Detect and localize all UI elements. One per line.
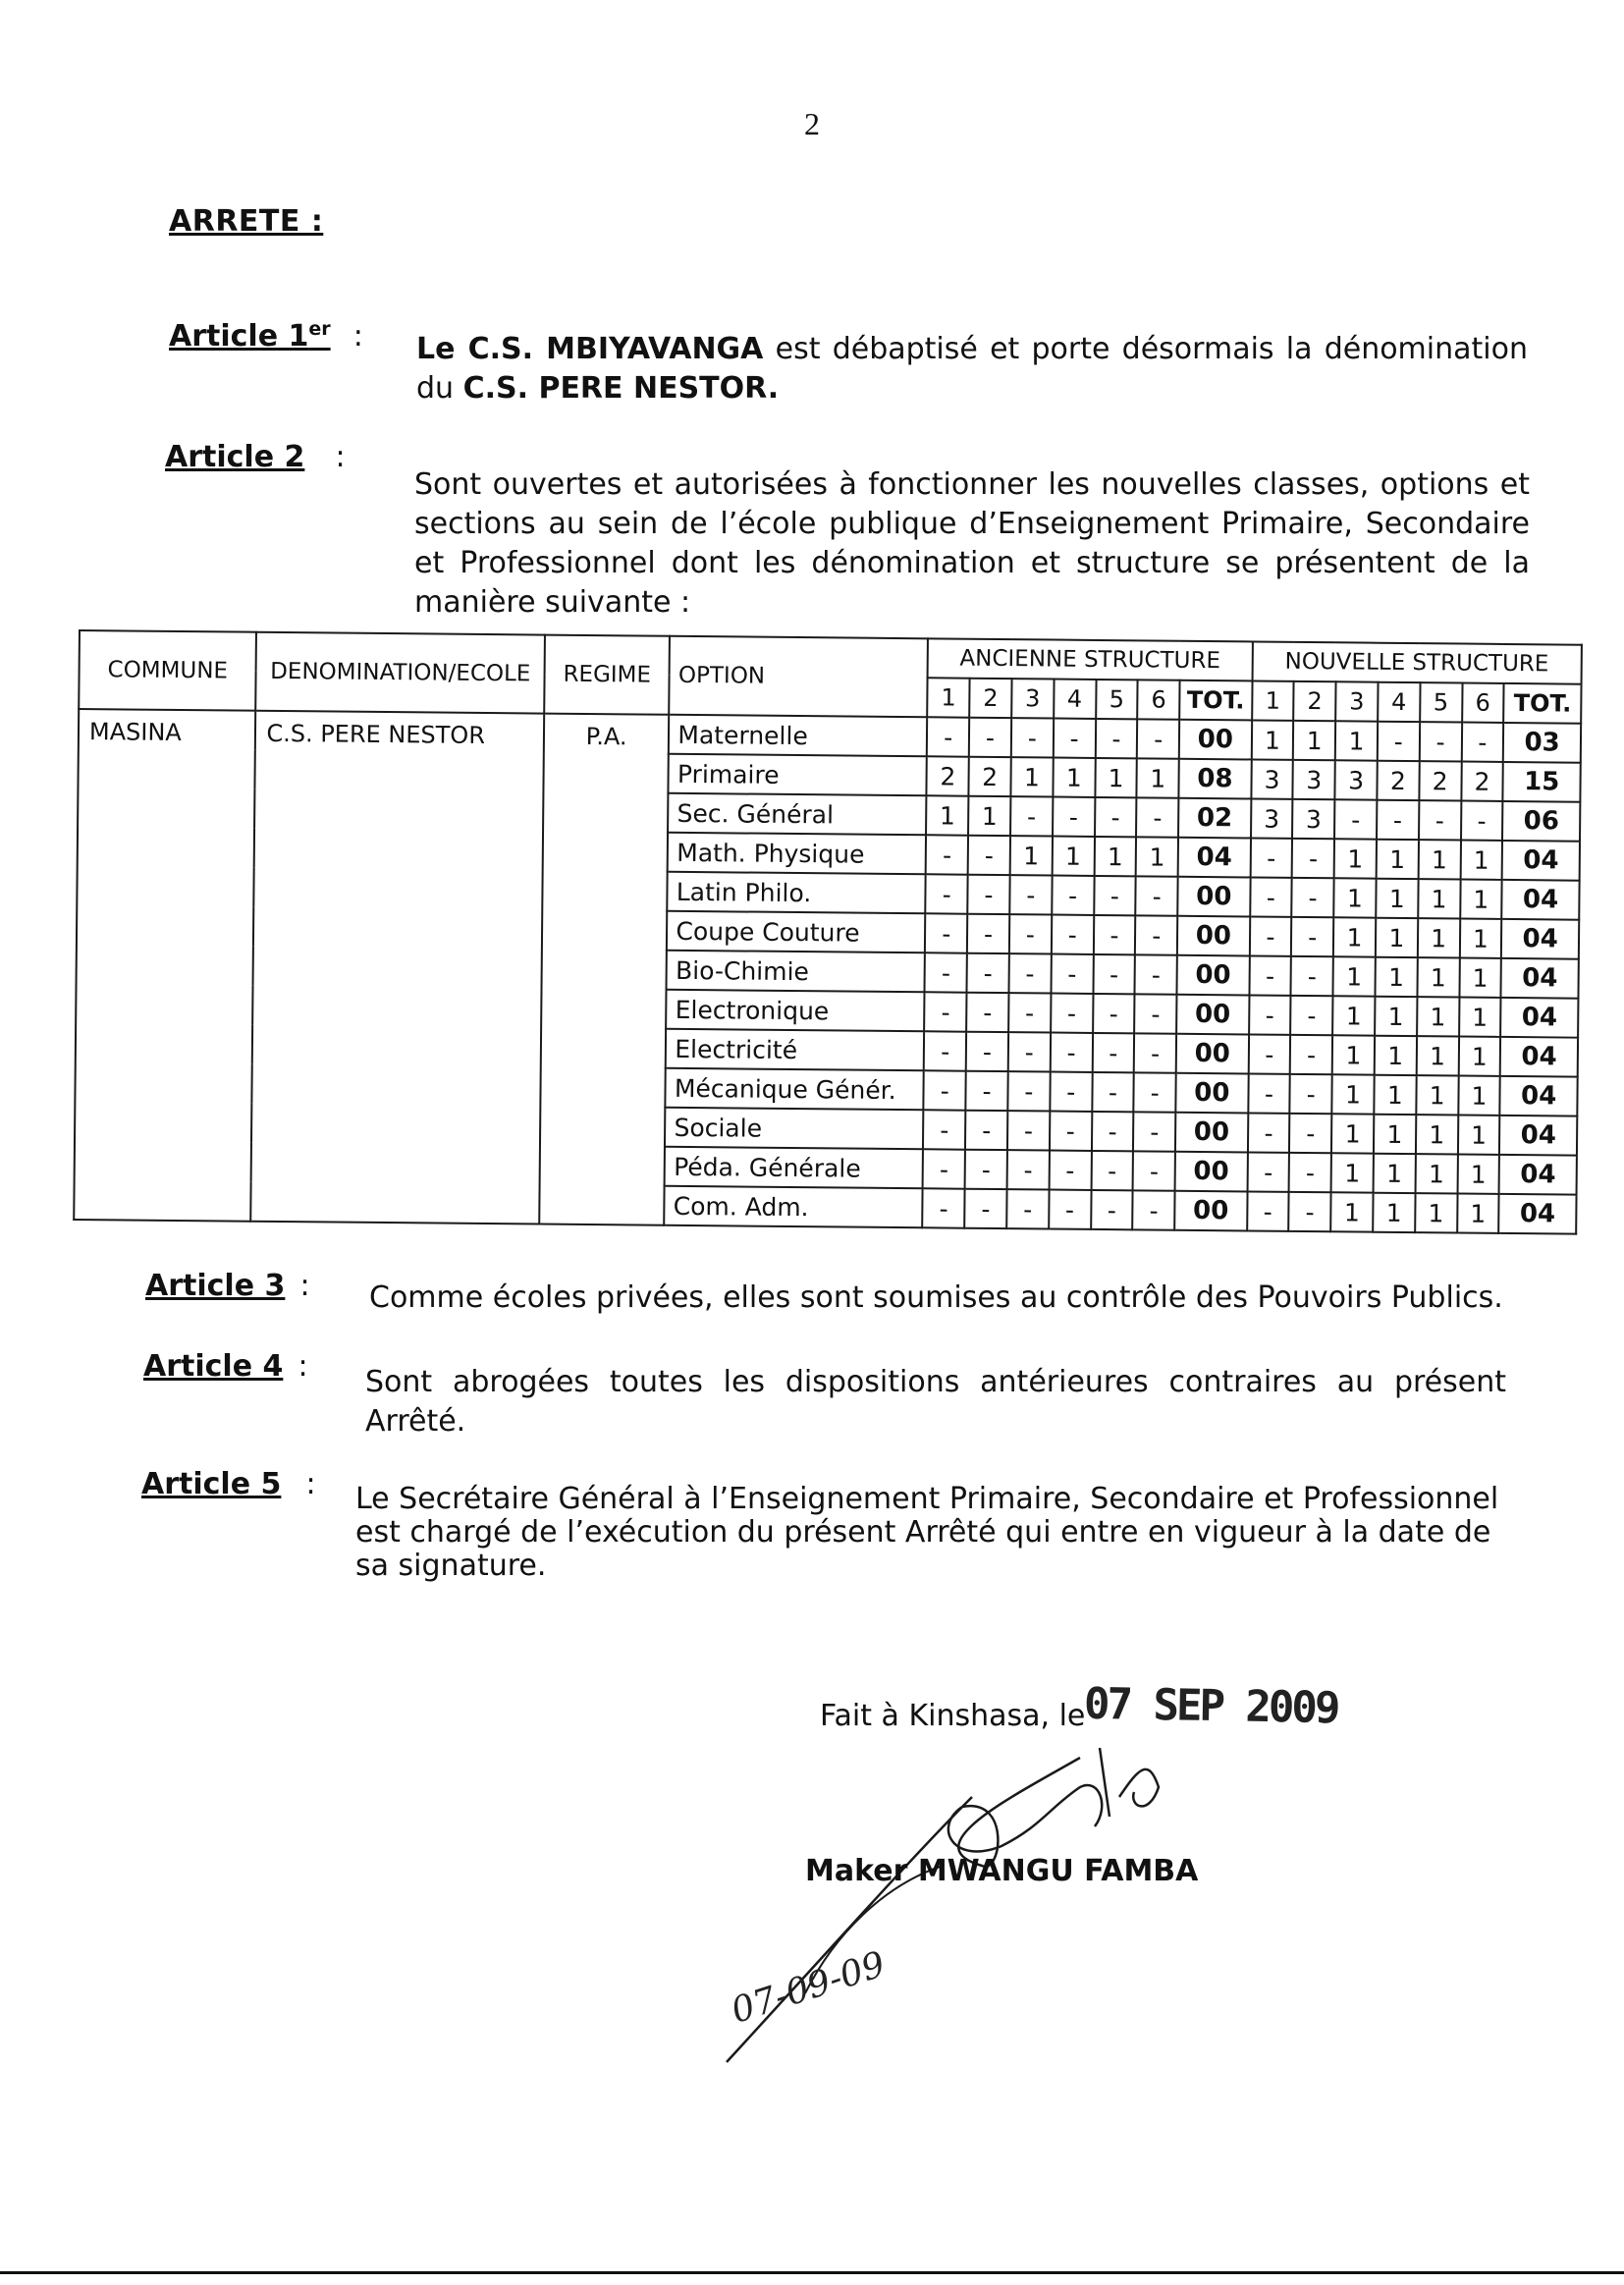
nouvelle-cell: 2 — [1377, 761, 1419, 800]
ancienne-cell: - — [1134, 994, 1176, 1033]
nouvelle-total-cell: 04 — [1500, 1037, 1578, 1077]
nouvelle-cell: 1 — [1374, 1115, 1416, 1154]
ancienne-cell: - — [1054, 719, 1096, 758]
nouvelle-cell: 1 — [1418, 918, 1460, 957]
nouvelle-cell: 1 — [1377, 840, 1419, 879]
ancienne-cell: - — [1136, 876, 1178, 915]
nouvelle-cell: 2 — [1461, 762, 1503, 801]
nouvelle-cell: 1 — [1335, 721, 1378, 760]
article-1-text: Le C.S. MBIYAVANGA est débaptisé et porte désormais la dénomination du C.S. PERE NESTOR. — [416, 332, 1528, 406]
nouvelle-cell: - — [1419, 722, 1461, 761]
ancienne-cell: 1 — [1010, 836, 1053, 875]
ancienne-cell: - — [925, 952, 967, 992]
ancienne-cell: - — [1091, 1190, 1133, 1229]
ancienne-cell: 1 — [1137, 758, 1179, 797]
nouvelle-cell: 1 — [1459, 958, 1501, 998]
header-commune: COMMUNE — [79, 630, 256, 711]
article-3-text: Comme écoles privées, elles sont soumises au contrôle des Pouvoirs Publics. — [369, 1280, 1503, 1315]
nouvelle-cell: - — [1247, 1152, 1289, 1191]
ancienne-cell: - — [1133, 1151, 1175, 1190]
ancienne-cell: - — [965, 1111, 1007, 1150]
nouvelle-cell: 1 — [1334, 839, 1377, 878]
ancienne-total-cell: 00 — [1177, 955, 1250, 996]
ancienne-cell: - — [1050, 1033, 1092, 1072]
nouvelle-total-cell: 04 — [1499, 1155, 1577, 1195]
ancienne-cell: - — [1008, 1032, 1051, 1071]
nouvelle-cell: 1 — [1459, 919, 1501, 958]
ancienne-cell: - — [1050, 1112, 1092, 1151]
ancienne-cell: 1 — [1010, 757, 1053, 796]
article-1-colon: : — [352, 319, 363, 354]
nouvelle-cell: 1 — [1416, 1036, 1458, 1075]
ancienne-cell: - — [924, 992, 966, 1031]
ancienne-cell: 1 — [1136, 837, 1178, 876]
article-2-text: Sont ouvertes et autorisées à fonctionner les nouvelles classes, options et sections au sein de l’école publique d’Enseignement Primaire, Secondaire et Professionnel dont les dénomination et structure se présentent de la manière suivante : — [414, 467, 1530, 620]
ancienne-cell: 1 — [1052, 837, 1094, 876]
nouvelle-cell: - — [1249, 955, 1291, 995]
nouvelle-cell: - — [1249, 995, 1291, 1034]
footer-rule — [0, 2271, 1624, 2274]
commune-cell: MASINA — [74, 709, 255, 1222]
option-cell: Péda. Générale — [665, 1147, 923, 1189]
article-5-colon: : — [305, 1467, 316, 1501]
page-number: 2 — [804, 106, 820, 141]
ancienne-cell: - — [1135, 915, 1177, 954]
nouvelle-cell: 1 — [1375, 957, 1417, 997]
nouvelle-total-cell: 03 — [1503, 723, 1581, 763]
ancienne-cell: - — [1093, 915, 1135, 954]
nouvelle-cell: 1 — [1331, 1114, 1374, 1153]
date-stamp: 07 SEP 2009 — [1083, 1678, 1338, 1734]
ancienne-cell: - — [1095, 797, 1137, 837]
nouvelle-cell: - — [1292, 839, 1334, 878]
nouvelle-total-cell: 04 — [1501, 958, 1579, 999]
ancienne-cell: - — [1093, 994, 1135, 1033]
article-5-label: Article 5 — [141, 1467, 282, 1501]
ancienne-cell: - — [927, 717, 969, 756]
ancienne-cell: - — [1051, 954, 1093, 994]
nouvelle-cell: - — [1250, 877, 1292, 916]
nouvelle-cell: 1 — [1375, 997, 1417, 1036]
nouvelle-cell: 3 — [1251, 798, 1293, 838]
nouvelle-cell: 1 — [1415, 1193, 1457, 1232]
option-cell: Sociale — [665, 1108, 923, 1150]
nouvelle-cell: 1 — [1417, 957, 1459, 997]
nouvelle-cell: 3 — [1292, 799, 1334, 839]
nouvelle-cell: 3 — [1293, 760, 1335, 799]
nouvelle-cell: 1 — [1376, 879, 1418, 918]
ancienne-total-cell: 04 — [1178, 838, 1251, 878]
nouvelle-total-cell: 04 — [1502, 880, 1580, 920]
ancienne-cell: - — [1095, 719, 1137, 758]
nouvelle-cell: - — [1249, 916, 1291, 955]
denomination-cell: C.S. PERE NESTOR — [251, 711, 545, 1224]
header-nouvelle-structure: NOUVELLE STRUCTURE — [1252, 641, 1582, 683]
nouvelle-cell: 2 — [1419, 761, 1461, 800]
ancienne-cell: - — [967, 875, 1009, 914]
ancienne-col-6: 6 — [1138, 680, 1180, 719]
nouvelle-cell: - — [1290, 996, 1332, 1035]
nouvelle-cell: - — [1419, 800, 1461, 840]
ancienne-cell: - — [1007, 1071, 1050, 1111]
nouvelle-cell: 1 — [1458, 1037, 1500, 1076]
ancienne-col-1: 1 — [928, 678, 970, 717]
nouvelle-cell: 1 — [1457, 1115, 1499, 1155]
ancienne-cell: - — [967, 953, 1009, 993]
option-cell: Electricité — [666, 1029, 924, 1071]
nouvelle-cell: 3 — [1335, 760, 1378, 799]
ancienne-cell: 1 — [926, 795, 968, 835]
ancienne-cell: - — [1136, 797, 1178, 837]
ancienne-cell: - — [926, 835, 968, 874]
nouvelle-cell: 1 — [1293, 721, 1335, 760]
ancienne-cell: 1 — [1095, 758, 1137, 797]
ancienne-total-cell: 00 — [1179, 720, 1252, 760]
ancienne-cell: - — [1093, 954, 1135, 994]
article-3-label: Article 3 — [145, 1269, 286, 1303]
ancienne-cell: - — [966, 1032, 1008, 1071]
ancienne-cell: - — [1006, 1189, 1049, 1228]
ancienne-total-cell: 00 — [1176, 995, 1249, 1035]
nouvelle-cell: 1 — [1417, 997, 1459, 1036]
nouvelle-cell: 1 — [1332, 996, 1375, 1035]
article-3-colon: : — [299, 1269, 310, 1303]
ancienne-total-cell: 00 — [1177, 916, 1250, 956]
ancienne-cell: - — [1010, 796, 1053, 836]
nouvelle-cell: - — [1247, 1191, 1289, 1230]
ancienne-cell: - — [1009, 875, 1052, 914]
ancienne-cell: - — [1009, 914, 1052, 953]
ancienne-col-4: 4 — [1054, 680, 1096, 719]
nouvelle-total-cell: 04 — [1501, 919, 1579, 959]
option-cell: Primaire — [669, 754, 927, 796]
nouvelle-cell: 1 — [1331, 1074, 1374, 1114]
ancienne-cell: - — [1052, 876, 1094, 915]
nouvelle-cell: 1 — [1458, 1076, 1500, 1115]
nouvelle-col-7: TOT. — [1503, 683, 1581, 724]
option-cell: Math. Physique — [668, 833, 926, 875]
place-date-label: Fait à Kinshasa, le — [820, 1699, 1086, 1733]
ancienne-cell: 2 — [969, 757, 1011, 796]
ancienne-total-cell: 00 — [1177, 877, 1250, 917]
option-cell: Coupe Couture — [667, 911, 925, 953]
nouvelle-cell: - — [1292, 878, 1334, 917]
ancienne-cell: - — [1051, 994, 1093, 1033]
nouvelle-cell: 1 — [1331, 1153, 1374, 1192]
option-cell: Maternelle — [669, 715, 927, 757]
ancienne-cell: - — [923, 1149, 965, 1188]
nouvelle-cell: - — [1291, 956, 1333, 996]
ancienne-cell: - — [1008, 993, 1051, 1032]
ancienne-col-2: 2 — [969, 679, 1011, 718]
ancienne-total-cell: 00 — [1175, 1113, 1248, 1153]
option-cell: Mécanique Génér. — [666, 1068, 924, 1111]
option-cell: Sec. Général — [668, 793, 926, 836]
header-option: OPTION — [670, 636, 929, 718]
table-header-row — [80, 630, 1582, 684]
nouvelle-cell: - — [1461, 723, 1503, 762]
ancienne-cell: - — [1133, 1190, 1175, 1229]
nouvelle-cell: 1 — [1251, 720, 1293, 759]
article-4-text: Sont abrogées toutes les dispositions antérieures contraires au présent Arrêté. — [365, 1365, 1506, 1439]
nouvelle-cell: - — [1250, 838, 1292, 877]
ancienne-cell: - — [969, 718, 1011, 757]
ancienne-col-5: 5 — [1096, 680, 1138, 719]
nouvelle-cell: 1 — [1415, 1154, 1457, 1193]
nouvelle-cell: 1 — [1375, 1036, 1417, 1075]
ancienne-cell: - — [1135, 954, 1177, 994]
ancienne-cell: - — [1007, 1150, 1050, 1189]
ancienne-total-cell: 08 — [1179, 759, 1252, 799]
ancienne-cell: - — [1091, 1151, 1133, 1190]
ancienne-cell: 1 — [1053, 758, 1095, 797]
nouvelle-cell: - — [1290, 1074, 1332, 1114]
article-4-label: Article 4 — [143, 1349, 284, 1384]
article-5-text: Le Secrétaire Général à l’Enseignement Primaire, Secondaire et Professionnel est chargé de l’exécution du présent Arrêté qui entre en vigueur à la date de sa signature. — [355, 1482, 1499, 1583]
nouvelle-cell: 1 — [1376, 918, 1418, 957]
ancienne-cell: 1 — [1094, 837, 1136, 876]
nouvelle-cell: 1 — [1330, 1192, 1373, 1231]
ancienne-cell: - — [1008, 953, 1051, 993]
nouvelle-cell: - — [1290, 1035, 1332, 1074]
option-cell: Com. Adm. — [665, 1186, 923, 1228]
nouvelle-col-6: 6 — [1462, 683, 1504, 723]
nouvelle-cell: 1 — [1460, 841, 1502, 880]
ancienne-total-cell: 00 — [1175, 1152, 1248, 1192]
ancienne-cell: - — [965, 1071, 1007, 1111]
ancienne-cell: - — [968, 836, 1010, 875]
nouvelle-cell: 1 — [1333, 956, 1376, 996]
ancienne-cell: - — [1011, 718, 1054, 757]
nouvelle-cell: - — [1289, 1192, 1331, 1231]
nouvelle-cell: 1 — [1416, 1075, 1458, 1115]
nouvelle-cell: 1 — [1332, 1035, 1375, 1074]
ancienne-total-cell: 00 — [1176, 1034, 1249, 1074]
article-4-colon: : — [298, 1349, 308, 1384]
nouvelle-cell: 1 — [1418, 879, 1460, 918]
nouvelle-cell: 1 — [1374, 1075, 1416, 1115]
nouvelle-cell: - — [1247, 1113, 1289, 1152]
regime-cell: P.A. — [539, 714, 669, 1225]
nouvelle-total-cell: 04 — [1500, 1076, 1578, 1116]
nouvelle-cell: 3 — [1251, 759, 1293, 798]
nouvelle-cell: 1 — [1418, 840, 1460, 879]
ancienne-cell: - — [923, 1188, 965, 1227]
ancienne-cell: - — [1091, 1112, 1133, 1151]
ancienne-cell: - — [1052, 915, 1094, 954]
article-2-colon: : — [335, 440, 346, 474]
nouvelle-total-cell: 15 — [1503, 762, 1581, 802]
nouvelle-cell: - — [1248, 1073, 1290, 1113]
nouvelle-cell: - — [1334, 799, 1377, 839]
option-cell: Latin Philo. — [668, 872, 926, 914]
nouvelle-cell: - — [1291, 917, 1333, 956]
nouvelle-cell: 1 — [1416, 1115, 1458, 1154]
nouvelle-cell: - — [1378, 722, 1420, 761]
ancienne-cell: - — [966, 993, 1008, 1032]
nouvelle-total-cell: 04 — [1498, 1194, 1576, 1234]
ancienne-cell: - — [925, 913, 967, 952]
nouvelle-col-3: 3 — [1335, 681, 1378, 721]
nouvelle-cell: 1 — [1333, 878, 1376, 917]
nouvelle-cell: 1 — [1459, 998, 1501, 1037]
ancienne-cell: - — [964, 1189, 1006, 1228]
ancienne-cell: - — [1134, 1033, 1176, 1072]
ancienne-cell: - — [1049, 1190, 1091, 1229]
ancienne-total-cell: 00 — [1174, 1191, 1247, 1231]
article-2-label: Article 2 — [165, 440, 305, 474]
nouvelle-cell: - — [1289, 1153, 1331, 1192]
ancienne-cell: - — [1134, 1072, 1176, 1112]
nouvelle-cell: 1 — [1457, 1155, 1499, 1194]
nouvelle-cell: 1 — [1333, 917, 1376, 956]
ancienne-cell: - — [1053, 797, 1095, 837]
ancienne-cell: - — [967, 914, 1009, 953]
nouvelle-cell: - — [1289, 1114, 1331, 1153]
signer-name: Maker MWANGU FAMBA — [805, 1854, 1199, 1888]
ancienne-total-cell: 02 — [1178, 798, 1251, 839]
nouvelle-total-cell: 06 — [1502, 801, 1580, 842]
ancienne-cell: 1 — [968, 796, 1010, 836]
handwritten-date: 07-09-09 — [727, 1944, 891, 2032]
nouvelle-total-cell: 04 — [1499, 1115, 1577, 1156]
ancienne-cell: - — [1133, 1112, 1175, 1151]
header-regime: REGIME — [544, 635, 670, 715]
header-denomination: DENOMINATION/ECOLE — [256, 632, 545, 714]
nouvelle-cell: 1 — [1373, 1193, 1415, 1232]
option-cell: Bio-Chimie — [667, 951, 925, 993]
nouvelle-cell: - — [1377, 800, 1419, 840]
handwritten-signature — [687, 1738, 1276, 2072]
ancienne-cell: - — [1049, 1151, 1091, 1190]
nouvelle-cell: 1 — [1373, 1154, 1415, 1193]
nouvelle-cell: 1 — [1457, 1194, 1499, 1233]
nouvelle-col-2: 2 — [1293, 681, 1335, 721]
ancienne-col-7: TOT. — [1179, 680, 1252, 721]
ancienne-cell: - — [924, 1070, 966, 1110]
ancienne-cell: - — [1137, 719, 1179, 758]
ancienne-cell: - — [1092, 1072, 1134, 1112]
nouvelle-cell: 1 — [1460, 880, 1502, 919]
ancienne-cell: - — [965, 1150, 1007, 1189]
ancienne-total-cell: 00 — [1175, 1073, 1248, 1114]
nouvelle-col-1: 1 — [1252, 680, 1294, 720]
ancienne-cell: - — [1007, 1111, 1050, 1150]
document-heading: ARRETE : — [169, 204, 324, 239]
option-cell: Electronique — [666, 990, 924, 1032]
nouvelle-col-4: 4 — [1378, 682, 1420, 722]
ancienne-cell: - — [923, 1110, 965, 1149]
ancienne-cell: - — [1094, 876, 1136, 915]
nouvelle-total-cell: 04 — [1502, 841, 1580, 881]
ancienne-cell: - — [1092, 1033, 1134, 1072]
nouvelle-cell: - — [1461, 801, 1503, 841]
header-ancienne-structure: ANCIENNE STRUCTURE — [928, 638, 1253, 680]
nouvelle-total-cell: 04 — [1500, 998, 1578, 1038]
ancienne-cell: 2 — [927, 756, 969, 795]
ancienne-cell: - — [926, 874, 968, 913]
nouvelle-col-5: 5 — [1420, 682, 1462, 722]
nouvelle-cell: - — [1248, 1034, 1290, 1073]
ancienne-cell: - — [924, 1031, 966, 1070]
ancienne-cell: - — [1050, 1072, 1092, 1112]
ancienne-col-3: 3 — [1011, 679, 1054, 718]
article-1-label: Article 1er — [169, 318, 331, 354]
structure-table — [73, 629, 1583, 1235]
